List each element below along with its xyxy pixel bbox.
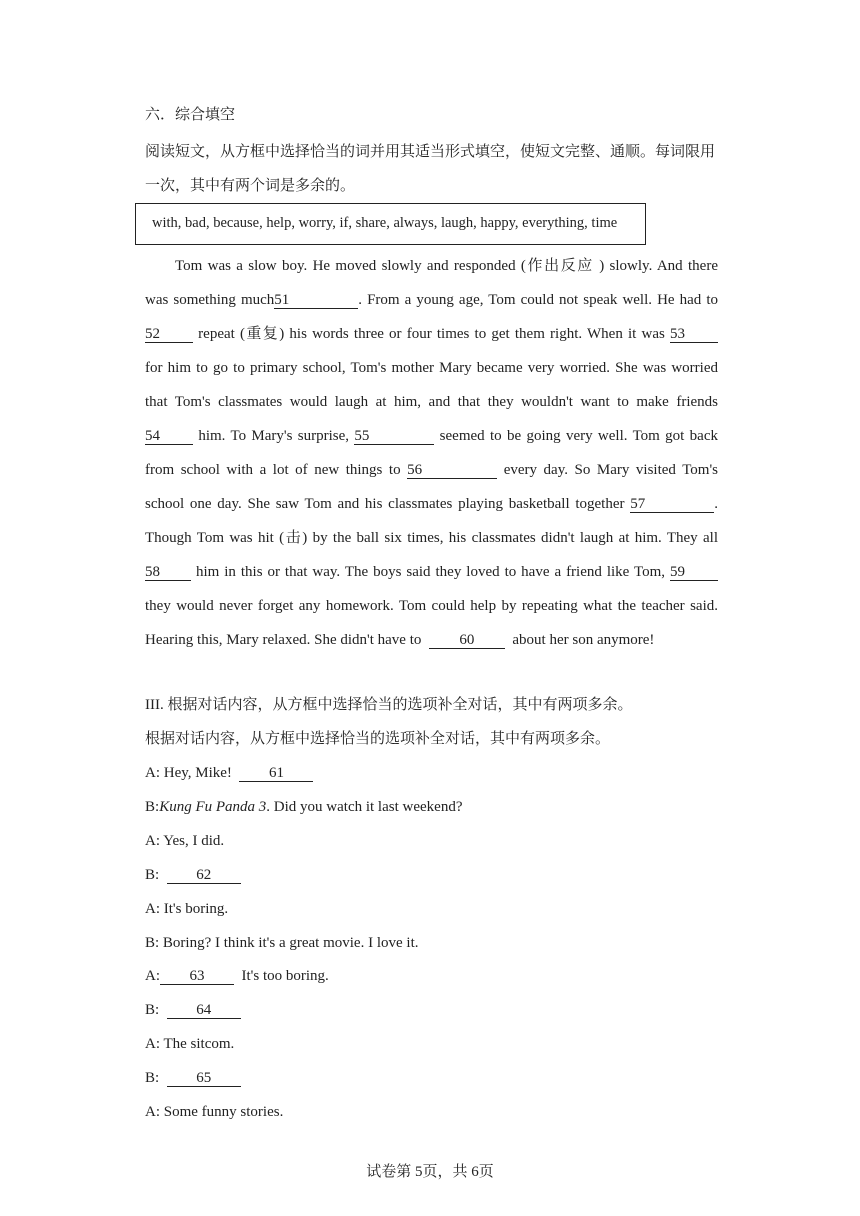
passage-text: from school with a lot of new things to [145, 462, 401, 478]
blank-63[interactable]: 63 [160, 968, 234, 985]
passage-text: him. To Mary's surprise, [198, 428, 350, 444]
dialogue-line-5: A: It's boring. [145, 901, 229, 917]
blank-53[interactable]: 53 [670, 326, 718, 343]
dialogue-text: . Did you watch it last weekend? [266, 799, 463, 815]
blank-61[interactable]: 61 [239, 765, 313, 782]
dialogue-line-3: A: Yes, I did. [145, 833, 225, 849]
passage-line-5: that Tom's classmates would laugh at him, and that they wouldn't want to make friends [145, 394, 718, 410]
dialogue-title: III. 根据对话内容，从方框中选择恰当的选项补全对话，其中有两项多余。 [145, 697, 633, 713]
passage-line-8 [145, 494, 718, 514]
passage-text: every day. So Mary visited Tom's [503, 462, 718, 478]
passage-text: seemed to be going very well. Tom got back [439, 428, 718, 444]
blank-58[interactable]: 58 [145, 564, 191, 581]
passage-line-2 [145, 290, 718, 310]
passage-text: about her son anymore! [512, 632, 655, 648]
blank-51[interactable]: 51 [274, 292, 358, 309]
dialogue-line-8 [145, 1000, 241, 1020]
blank-60[interactable]: 60 [429, 632, 505, 649]
passage-text: . [714, 496, 718, 512]
dialogue-text: B: [145, 1002, 160, 1018]
blank-62[interactable]: 62 [167, 867, 241, 884]
dialogue-line-1 [145, 763, 313, 783]
blank-56[interactable]: 56 [407, 462, 497, 479]
blank-65[interactable]: 65 [167, 1070, 241, 1087]
word-box-text: with, bad, because, help, worry, if, share, always, laugh, happy, everything, time [152, 215, 618, 231]
passage-text: was something much [145, 292, 275, 308]
instruction-line-1: 阅读短文，从方框中选择恰当的词并用其适当形式填空，使短文完整、通顺。每词限用 [145, 144, 716, 160]
dialogue-text: B: [145, 867, 160, 883]
instruction-line-2: 一次，其中有两个词是多余的。 [145, 178, 356, 194]
passage-line-1: Tom was a slow boy. He moved slowly and responded (作出反应 ) slowly. And there [175, 258, 718, 274]
passage-line-7 [145, 460, 718, 480]
passage-line-9: Though Tom was hit (击) by the ball six times, his classmates didn't laugh at him. They all [145, 530, 718, 546]
passage-line-3 [145, 324, 718, 344]
dialogue-instruction: 根据对话内容，从方框中选择恰当的选项补全对话，其中有两项多余。 [145, 731, 611, 747]
page-footer: 试卷第 5页，共 6页 [366, 1164, 494, 1180]
dialogue-line-7 [145, 966, 329, 986]
dialogue-text: A: Hey, Mike! [145, 765, 232, 781]
passage-line-12 [145, 630, 654, 650]
dialogue-text: A: [145, 968, 160, 984]
passage-line-6 [145, 426, 718, 446]
blank-57[interactable]: 57 [630, 496, 714, 513]
section-title: 六．综合填空 [145, 107, 236, 123]
passage-text: repeat (重复) his words three or four times to get them right. When it was [198, 326, 665, 342]
dialogue-line-2 [145, 797, 462, 817]
passage-text: him in this or that way. The boys said they loved to have a friend like Tom, [195, 564, 666, 580]
blank-52[interactable]: 52 [145, 326, 193, 343]
dialogue-line-9: A: The sitcom. [145, 1036, 235, 1052]
passage-line-10 [145, 562, 718, 582]
dialogue-text: It's too boring. [241, 968, 329, 984]
dialogue-line-11: A: Some funny stories. [145, 1104, 284, 1120]
passage-line-4: for him to go to primary school, Tom's mother Mary became very worried. She was worried [145, 360, 718, 376]
dialogue-text: B: [145, 799, 160, 815]
word-box [135, 203, 646, 245]
blank-64[interactable]: 64 [167, 1002, 241, 1019]
passage-text: school one day. She saw Tom and his classmates playing basketball together [145, 496, 625, 512]
passage-text: Hearing this, Mary relaxed. She didn't have to [145, 632, 422, 648]
dialogue-line-4 [145, 865, 241, 885]
passage-line-11: they would never forget any homework. Tom could help by repeating what the teacher said. [145, 598, 718, 614]
dialogue-line-10 [145, 1068, 241, 1088]
blank-59[interactable]: 59 [670, 564, 718, 581]
blank-54[interactable]: 54 [145, 428, 193, 445]
passage-text: . From a young age, Tom could not speak well. He had to [358, 292, 718, 308]
blank-55[interactable]: 55 [354, 428, 434, 445]
dialogue-text: B: [145, 1070, 160, 1086]
dialogue-line-6: B: Boring? I think it's a great movie. I love it. [145, 935, 419, 951]
movie-title: Kung Fu Panda 3 [159, 799, 267, 815]
